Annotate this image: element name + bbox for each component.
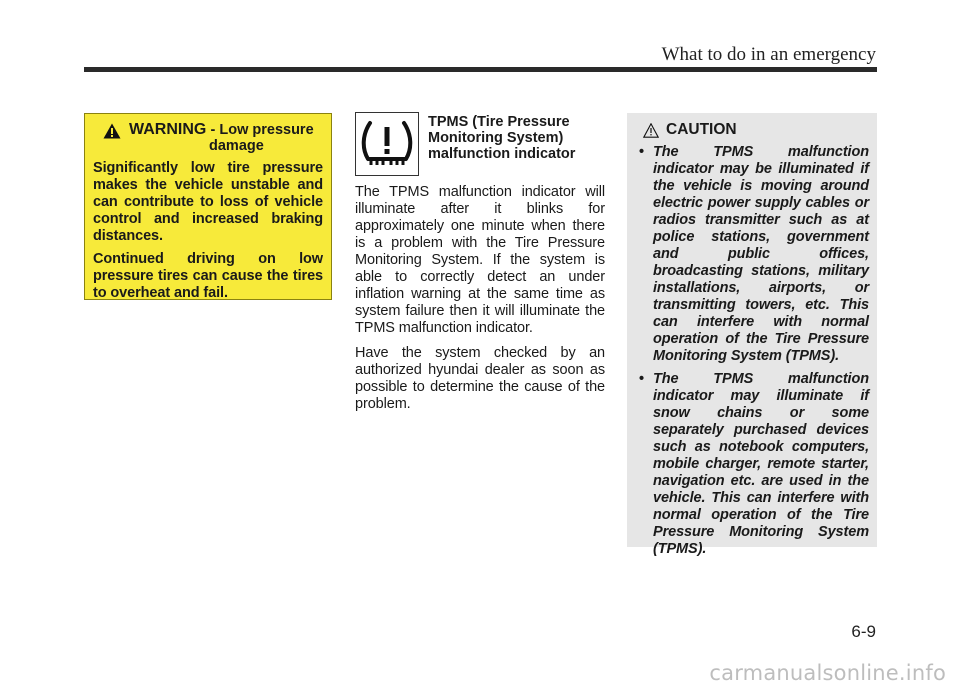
header-rule <box>84 67 877 72</box>
warning-box <box>84 113 332 300</box>
bullet-icon: • <box>639 371 644 387</box>
caution-item-text: The TPMS malfunction indicator may illuminate if snow chains or some separately purchased devices such as notebook computers, mobile charger, remote starter, navigation etc. are used in the vehicle. This can interfere with normal operation of the Tire Pressure Monitoring System (TPMS). <box>653 371 869 557</box>
tpms-warning-icon <box>356 113 418 175</box>
warning-subtitle-line2: damage <box>209 138 264 154</box>
caution-list <box>637 144 869 558</box>
warning-triangle-icon <box>103 123 121 139</box>
tpms-body <box>355 184 605 413</box>
warning-paragraph-2: Continued driving on low pressure tires can cause the tires to overheat and fail. <box>93 251 323 301</box>
warning-header <box>93 122 323 154</box>
section-title: What to do in an emergency <box>661 44 876 65</box>
caution-box <box>627 113 877 557</box>
tpms-heading-line3: malfunction indicator <box>428 146 576 162</box>
tpms-indicator-icon-box <box>355 112 419 176</box>
caution-item <box>637 371 869 558</box>
warning-paragraph-1: Significantly low tire pressure makes the vehicle unstable and can contribute to loss of vehicle control and increased braking distances. <box>93 160 323 244</box>
caution-triangle-icon <box>643 123 659 138</box>
warning-label: WARNING <box>129 121 207 138</box>
warning-subtitle-line1: - Low pressure <box>210 122 314 138</box>
caution-item-text: The TPMS malfunction indicator may be illuminated if the vehicle is moving around electric power supply cables or radios transmitter such as at police stations, government and public offices, broadcasting stations, military installations, airports, or transmitting towers, etc. This can interfere with normal operation of the Tire Pressure Monitoring System (TPMS). <box>653 144 869 364</box>
tpms-heading-line2: Monitoring System) <box>428 130 564 146</box>
tpms-heading-line1: TPMS (Tire Pressure <box>428 114 570 130</box>
caution-item <box>637 144 869 365</box>
bullet-icon: • <box>639 144 644 160</box>
tpms-paragraph-2: Have the system checked by an authorized hyundai dealer as soon as possible to determine the cause of the problem. <box>355 345 605 412</box>
page-number: 6-9 <box>851 622 876 641</box>
tpms-heading <box>428 114 598 162</box>
watermark: carmanualsonline.info <box>709 661 946 685</box>
caution-label: CAUTION <box>666 121 737 138</box>
caution-header <box>637 121 869 139</box>
tpms-paragraph-1: The TPMS malfunction indicator will illuminate after it blinks for approximately one minute when there is a problem with the Tire Pressure Monitoring System. If the system is able to correctly detect an under inflation warning at the same time as system failure then it will illuminate the TPMS malfunction indicator. <box>355 184 605 336</box>
warning-title <box>129 122 314 154</box>
